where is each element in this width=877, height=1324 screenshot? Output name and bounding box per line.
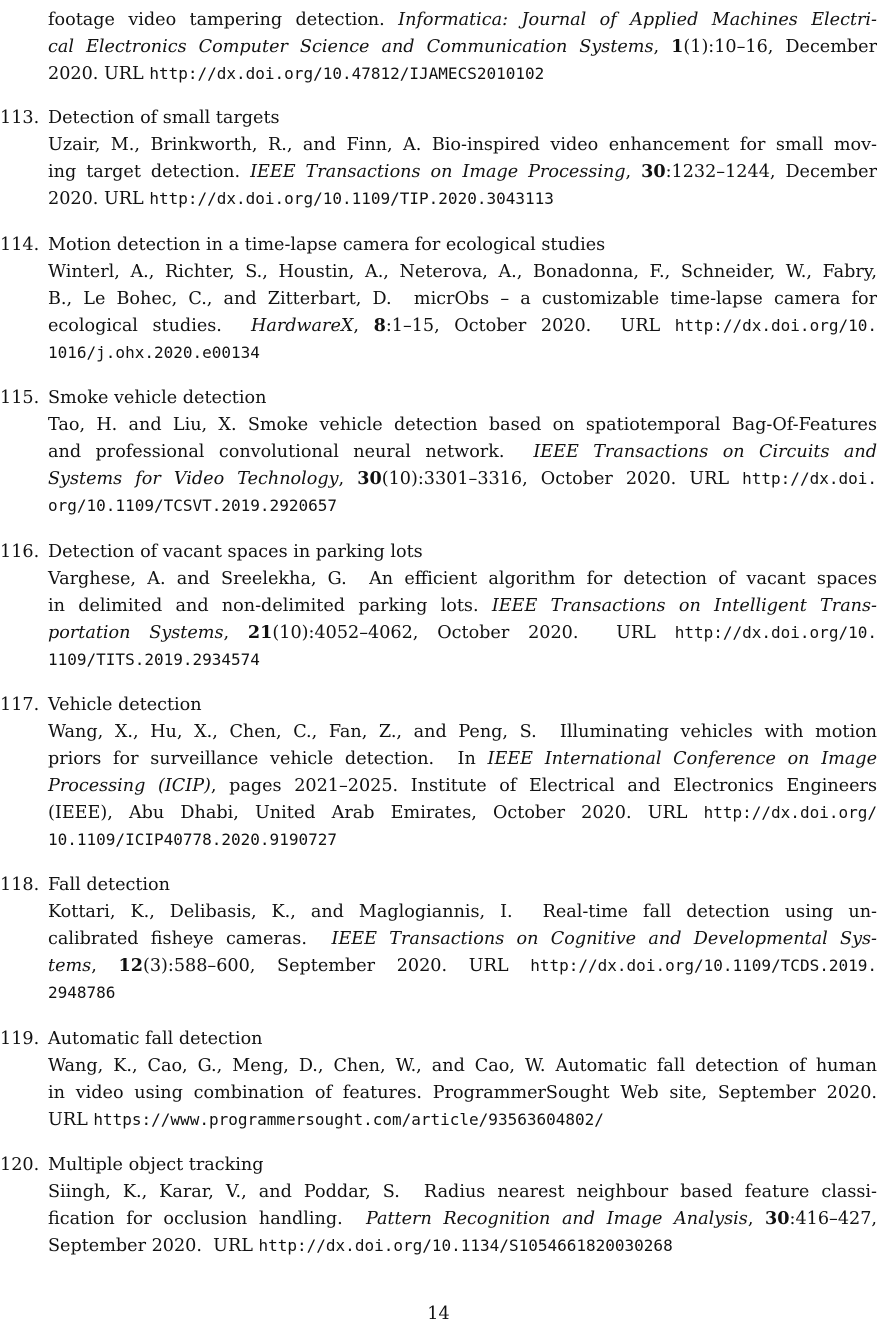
text-run: , — [654, 37, 672, 57]
reference-line — [48, 1110, 604, 1130]
text-run: in delimited and non-delimited parking lots. — [48, 596, 492, 616]
text-run: 30 — [641, 161, 665, 182]
text-run: tems — [48, 956, 91, 976]
text-run: :1232–1244, December — [666, 162, 877, 182]
reference-line — [48, 415, 877, 435]
text-run: (10):3301–3316, October 2020. URL — [382, 469, 742, 489]
text-run: September 2020. URL — [48, 1236, 258, 1256]
text-run: Siingh, K., Karar, V., and Poddar, S. Radius nearest neighbour based feature classi- — [48, 1182, 877, 1202]
reference-number: 118. — [0, 875, 39, 895]
text-run: (3):588–600, September 2020. URL — [143, 956, 530, 976]
text-run: 30 — [765, 1208, 789, 1229]
text-run: Informatica: Journal of Applied Machines Electri- — [398, 10, 877, 30]
text-run: IEEE Transactions on Circuits and — [533, 442, 877, 462]
text-run: URL — [48, 1110, 93, 1130]
doi-url-link[interactable]: http://dx.doi.org/10.1109/TIP.2020.3043113 — [149, 189, 554, 208]
reference-line — [48, 803, 877, 823]
text-run: priors for surveillance vehicle detection. In — [48, 749, 488, 769]
text-run: ing target detection. — [48, 162, 250, 182]
text-run: Wang, X., Hu, X., Chen, C., Fan, Z., and Peng, S. Illuminating vehicles with motion — [48, 722, 877, 742]
reference-topic: Smoke vehicle detection — [48, 388, 266, 408]
text-run: HardwareX — [251, 316, 353, 336]
text-run: (1):10–16, December — [683, 37, 877, 57]
text-run: :416–427, — [790, 1209, 877, 1229]
text-run: IEEE International Conference on Image — [488, 749, 877, 769]
reference-line — [48, 135, 877, 155]
reference-line — [48, 262, 877, 282]
text-run: 30 — [357, 468, 381, 489]
text-run: 12 — [118, 955, 142, 976]
reference-line — [48, 1209, 877, 1229]
reference-line — [48, 10, 877, 30]
doi-url-link[interactable]: http://dx.doi.org/10.1109/TCDS.2019. — [530, 956, 877, 975]
text-run: :1–15, October 2020. URL — [386, 316, 675, 336]
reference-line — [48, 983, 115, 1003]
text-run: fication for occlusion handling. — [48, 1209, 366, 1229]
reference-line — [48, 596, 877, 616]
text-run: calibrated fisheye cameras. — [48, 929, 332, 949]
text-run: IEEE Transactions on Image Processing — [250, 162, 625, 182]
reference-line — [48, 162, 877, 182]
text-run: and professional convolutional neural network. — [48, 442, 533, 462]
text-run: 2020. URL — [48, 64, 149, 84]
text-run: 8 — [374, 315, 386, 336]
text-run: Kottari, K., Delibasis, K., and Maglogiannis, I. Real-time fall detection using un- — [48, 902, 877, 922]
reference-number: 120. — [0, 1155, 39, 1175]
reference-line — [48, 749, 877, 769]
text-run: , — [353, 316, 373, 336]
text-run: B., Le Bohec, C., and Zitterbart, D. micrObs – a customizable time-lapse camera for — [48, 289, 877, 309]
text-run: Systems for Video Technology — [48, 469, 339, 489]
text-run: Uzair, M., Brinkworth, R., and Finn, A. Bio-inspired video enhancement for small mov- — [48, 135, 877, 155]
reference-number: 114. — [0, 235, 39, 255]
reference-topic: Multiple object tracking — [48, 1155, 264, 1175]
text-run: , — [748, 1209, 765, 1229]
reference-topic: Automatic fall detection — [48, 1029, 263, 1049]
doi-url-link[interactable]: org/10.1109/TCSVT.2019.2920657 — [48, 496, 337, 515]
text-run: Processing (ICIP) — [48, 776, 211, 796]
reference-number: 113. — [0, 108, 39, 128]
reference-line — [48, 343, 260, 363]
reference-line — [48, 316, 877, 336]
text-run: Winterl, A., Richter, S., Houstin, A., Neterova, A., Bonadonna, F., Schneider, W., Fabry, — [48, 262, 877, 282]
text-run: (10):4052–4062, October 2020. URL — [272, 623, 674, 643]
doi-url-link[interactable]: 10.1109/ICIP40778.2020.9190727 — [48, 830, 337, 849]
text-run: Varghese, A. and Sreelekha, G. An efficient algorithm for detection of vacant spaces — [48, 569, 877, 589]
reference-line — [48, 902, 877, 922]
text-run: Wang, K., Cao, G., Meng, D., Chen, W., and Cao, W. Automatic fall detection of human — [48, 1056, 877, 1076]
reference-line — [48, 37, 877, 57]
text-run: footage video tampering detection. — [48, 10, 398, 30]
reference-topic: Vehicle detection — [48, 695, 202, 715]
doi-url-link[interactable]: http://dx.doi.org/10.1134/S1054661820030268 — [258, 1236, 672, 1255]
reference-number: 119. — [0, 1029, 39, 1049]
text-run: , — [339, 469, 358, 489]
text-run: , — [626, 162, 642, 182]
reference-line — [48, 1083, 877, 1103]
text-run: , — [224, 623, 248, 643]
text-run: Tao, H. and Liu, X. Smoke vehicle detection based on spatiotemporal Bag-Of-Features — [48, 415, 877, 435]
reference-line — [48, 830, 337, 850]
text-run: portation Systems — [48, 623, 224, 643]
text-run: Pattern Recognition and Image Analysis — [366, 1209, 748, 1229]
reference-line — [48, 469, 877, 489]
doi-url-link[interactable]: http://dx.doi.org/ — [704, 803, 877, 822]
doi-url-link[interactable]: 2948786 — [48, 983, 115, 1002]
reference-line — [48, 64, 544, 84]
doi-url-link[interactable]: 1109/TITS.2019.2934574 — [48, 650, 260, 669]
reference-line — [48, 1056, 877, 1076]
reference-line — [48, 289, 877, 309]
reference-number: 116. — [0, 542, 39, 562]
reference-line — [48, 776, 877, 796]
text-run: , pages 2021–2025. Institute of Electrical and Electronics Engineers — [211, 776, 877, 796]
reference-line — [48, 650, 260, 670]
reference-line — [48, 442, 877, 462]
reference-line — [48, 1182, 877, 1202]
reference-number: 117. — [0, 695, 39, 715]
reference-line — [48, 956, 877, 976]
text-run: IEEE Transactions on Cognitive and Developmental Sys- — [332, 929, 877, 949]
doi-url-link[interactable]: http://dx.doi.org/10. — [675, 623, 877, 642]
text-run: (IEEE), Abu Dhabi, United Arab Emirates, October 2020. URL — [48, 803, 704, 823]
doi-url-link[interactable]: 1016/j.ohx.2020.e00134 — [48, 343, 260, 362]
doi-url-link[interactable]: http://dx.doi.org/10.47812/IJAMECS2010102 — [149, 64, 544, 83]
reference-line — [48, 189, 554, 209]
reference-line — [48, 496, 337, 516]
doi-url-link[interactable]: http://dx.doi. — [742, 469, 877, 488]
text-run: 1 — [671, 36, 683, 57]
reference-line — [48, 1236, 673, 1256]
text-run: 21 — [248, 622, 272, 643]
doi-url-link[interactable]: https://www.programmersought.com/article/93563604802/ — [93, 1110, 604, 1129]
reference-line — [48, 569, 877, 589]
reference-line — [48, 623, 877, 643]
reference-topic: Detection of vacant spaces in parking lots — [48, 542, 423, 562]
text-run: cal Electronics Computer Science and Communication Systems — [48, 37, 654, 57]
text-run: in video using combination of features. ProgrammerSought Web site, September 2020. — [48, 1083, 877, 1103]
text-run: , — [91, 956, 118, 976]
reference-topic: Fall detection — [48, 875, 170, 895]
reference-topic: Detection of small targets — [48, 108, 280, 128]
reference-topic: Motion detection in a time-lapse camera for ecological studies — [48, 235, 605, 255]
reference-number: 115. — [0, 388, 39, 408]
page-number: 14 — [0, 1304, 877, 1324]
reference-line — [48, 722, 877, 742]
doi-url-link[interactable]: http://dx.doi.org/10. — [675, 316, 877, 335]
text-run: IEEE Transactions on Intelligent Trans- — [492, 596, 877, 616]
text-run: 2020. URL — [48, 189, 149, 209]
text-run: ecological studies. — [48, 316, 251, 336]
reference-line — [48, 929, 877, 949]
